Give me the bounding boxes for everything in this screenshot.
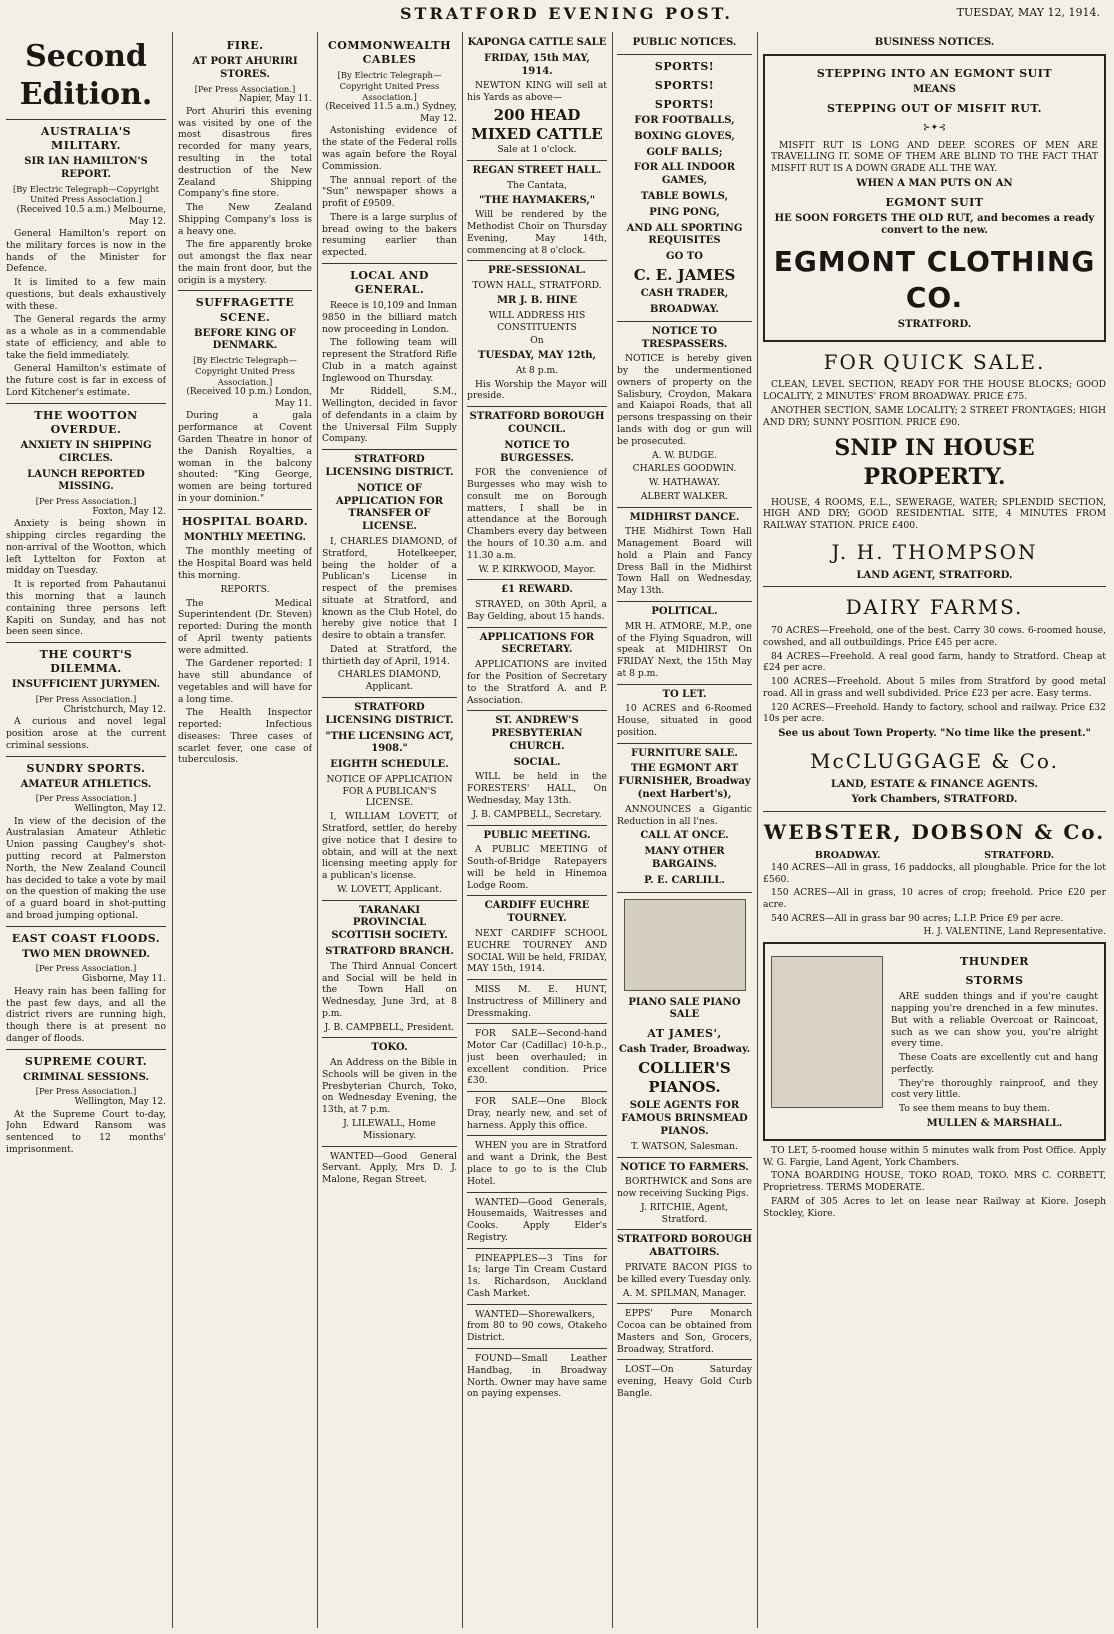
article-credit: [By Electric Telegraph—Copyright United Press Association.] bbox=[337, 70, 442, 102]
notice-signature: J. RITCHIE, Agent, Stratford. bbox=[640, 1201, 729, 1225]
article-dateline: Foxton, May 12. bbox=[92, 506, 166, 517]
farm-listing: 150 ACRES—All in grass, 10 acres of crop; freehold. Price £20 per acre. bbox=[763, 887, 1106, 911]
egmont-body: MISFIT RUT IS LONG AND DEEP. SCORES OF MEN ARE TRAVELLING IT. SOME OF THEM ARE BLIND TO THE FACT THAT MISFIT RUT IS A DOWN GRADE ALL THE WAY. bbox=[771, 139, 1098, 175]
notice-highlight: 200 HEAD MIXED CATTLE bbox=[471, 105, 603, 144]
notice-subtitle: EIGHTH SCHEDULE. bbox=[330, 759, 449, 771]
notice-line: WILL ADDRESS HIS CONSTITUENTS bbox=[488, 309, 586, 333]
sports-heading: SPORTS! bbox=[654, 97, 715, 111]
notice-signature: W. LOVETT, Applicant. bbox=[337, 883, 442, 895]
classified-ad: TO LET, 5-roomed house within 5 minutes walk from Post Office. Apply W. G. Fargie, Land Agent, York Chambers. bbox=[763, 1144, 1106, 1168]
article-subtitle: CRIMINAL SESSIONS. bbox=[22, 1071, 150, 1083]
article-paragraph: It is reported from Pahautanui this morning that a launch containing three persons left Kapiti on Sunday, and has not been seen since. bbox=[6, 579, 166, 638]
article-title: SUNDRY SPORTS. bbox=[26, 761, 146, 775]
column-3 bbox=[322, 34, 457, 1626]
agent-name: McCLUGGAGE & Co. bbox=[810, 748, 1059, 773]
notice-paragraph: Sale at 1 o'clock. bbox=[497, 144, 577, 156]
notice-signature: W. P. KIRKWOOD, Mayor. bbox=[478, 563, 596, 575]
article-subtitle: SIR IAN HAMILTON'S REPORT. bbox=[24, 155, 148, 180]
ad-title: DAIRY FARMS. bbox=[845, 595, 1024, 620]
ad-note: See us about Town Property. "No time like the present." bbox=[778, 728, 1091, 740]
notice-highlight: "THE HAYMAKERS," bbox=[478, 194, 596, 206]
article-paragraph: Reece is 10,109 and Inman 9850 in the billiard match now proceeding in London. bbox=[322, 300, 457, 335]
thunder-advert bbox=[763, 942, 1106, 1141]
classified-ad: FOR SALE—One Block Dray, nearly new, and set of harness. Apply this office. bbox=[467, 1096, 607, 1131]
notice-subtitle: "THE LICENSING ACT, 1908." bbox=[325, 730, 454, 755]
agent-location: BROADWAY. bbox=[814, 849, 881, 861]
article-title: HOSPITAL BOARD. bbox=[181, 514, 309, 528]
notice-title: PUBLIC MEETING. bbox=[483, 829, 591, 841]
agent-locations bbox=[763, 850, 1106, 862]
farm-listing: 140 ACRES—All in grass, 16 paddocks, all ploughable. Price for the lot £560. bbox=[763, 861, 1106, 885]
egmont-line: EGMONT SUIT bbox=[885, 195, 984, 209]
farm-listing: 540 ACRES—All in grass bar 90 acres; L.I.P. Price £9 per acre. bbox=[771, 912, 1064, 924]
classified-ad: TONA BOARDING HOUSE, TOKO ROAD, TOKO. MRS C. CORBETT, Proprietress. TERMS MODERATE. bbox=[763, 1170, 1106, 1194]
sports-heading: SPORTS! bbox=[654, 59, 715, 73]
article-credit: [Per Press Association.] bbox=[35, 1086, 137, 1097]
article-credit: [By Electric Telegraph—Copyright United Press Association.] bbox=[193, 355, 297, 387]
thunder-signature: MULLEN & MARSHALL. bbox=[926, 1118, 1063, 1129]
notice-title: MIDHIRST DANCE. bbox=[629, 511, 740, 523]
notice-title: TO LET. bbox=[662, 688, 707, 700]
notice-line: His Worship the Mayor will preside. bbox=[467, 378, 607, 402]
notice-title: STRATFORD LICENSING DISTRICT. bbox=[325, 701, 454, 726]
agent-name: WEBSTER, DOBSON & Co. bbox=[763, 820, 1106, 845]
notice-line: On bbox=[530, 335, 544, 347]
article-dateline: (Received 11.5 a.m.) Sydney, May 12. bbox=[325, 102, 457, 124]
notice-title: NOTICE TO TRESPASSERS. bbox=[641, 325, 728, 350]
article-title: AUSTRALIA'S MILITARY. bbox=[40, 124, 132, 152]
article-title: COMMONWEALTH CABLES bbox=[327, 39, 451, 67]
classified-ad: WANTED—Good Generals, Housemaids, Waitresses and Cooks. Apply Elder's Registry. bbox=[467, 1196, 607, 1243]
article-credit: [Per Press Association.] bbox=[35, 963, 137, 974]
article-dateline: (Received 10 p.m.) London, May 11. bbox=[186, 387, 312, 409]
classified-ad: EPPS' Pure Monarch Cocoa can be obtained from Masters and Son, Grocers, Broadway, Stratford. bbox=[617, 1308, 752, 1355]
notice-signature: W. HATHAWAY. bbox=[648, 477, 721, 489]
piano-salesman: T. WATSON, Salesman. bbox=[631, 1140, 738, 1152]
sports-item: PING PONG, bbox=[649, 206, 720, 218]
piano-agents: SOLE AGENTS FOR FAMOUS BRINSMEAD PIANOS. bbox=[621, 1100, 748, 1138]
article-title: THE WOOTTON OVERDUE. bbox=[34, 408, 138, 436]
notice-paragraph: THE Midhirst Town Hall Management Board will hold a Plain and Fancy Dress Ball in the Midhirst Town Hall on Wednesday, May 13th. bbox=[617, 526, 752, 597]
thunder-subtitle: STORMS bbox=[965, 974, 1024, 988]
article-title: FIRE. bbox=[226, 39, 264, 52]
section-header: BUSINESS NOTICES. bbox=[874, 37, 995, 48]
article-paragraph: There is a large surplus of bread owing to the bakers resuming earlier than expected. bbox=[322, 211, 457, 259]
article-paragraph: The Gardener reported: I have still abundance of vegetables and will have for a long time. bbox=[178, 658, 312, 705]
egmont-line: HE SOON FORGETS THE OLD RUT, and becomes a ready convert to the new. bbox=[774, 212, 1095, 237]
article-subtitle: AT PORT AHURIRI STORES. bbox=[192, 56, 298, 80]
column-rule bbox=[757, 32, 758, 1628]
agent-address: York Chambers, STRATFORD. bbox=[851, 794, 1018, 806]
article-paragraph: General Hamilton's estimate of the future cost is far in excess of Lord Kitchener's estimate. bbox=[6, 363, 166, 399]
section-header: PUBLIC NOTICES. bbox=[632, 37, 737, 48]
notice-signature: CHARLES GOODWIN. bbox=[632, 463, 737, 475]
article-credit: [By Electric Telegraph—Copyright United Press Association.] bbox=[12, 183, 159, 205]
thunder-body: To see them means to buy them. bbox=[899, 1103, 1050, 1115]
notice-subtitle: SOCIAL. bbox=[513, 756, 561, 768]
notice-subtitle: NOTICE OF APPLICATION FOR TRANSFER OF LICENSE. bbox=[335, 482, 444, 533]
notice-paragraph: The Third Annual Concert and Social will be held in the Town Hall on Wednesday, June 3rd, at 8 p.m. bbox=[322, 960, 457, 1019]
article-paragraph: Astonishing evidence of the state of the Federal rolls was again before the Royal Commission. bbox=[322, 125, 457, 172]
article-title: EAST COAST FLOODS. bbox=[11, 931, 161, 945]
thunder-title: THUNDER bbox=[960, 955, 1029, 969]
notice-title: CARDIFF EUCHRE TOURNEY. bbox=[484, 900, 590, 925]
article-subtitle: LAUNCH REPORTED MISSING. bbox=[27, 468, 145, 493]
notice-paragraph: I, CHARLES DIAMOND, of Stratford, Hotelkeeper, being the holder of a Publican's License in respect of the premises situate at Stratford, and known as the Club Hotel, do hereby give notice that I desire to obtain a transfer. bbox=[322, 535, 457, 642]
notice-signature: CHARLES DIAMOND, Applicant. bbox=[337, 669, 442, 693]
trader-line: BROADWAY. bbox=[649, 303, 720, 315]
egmont-advert bbox=[763, 54, 1106, 342]
ad-title: SNIP IN HOUSE PROPERTY. bbox=[834, 435, 1035, 490]
piano-illustration bbox=[624, 899, 746, 991]
notice-paragraph: WILL be held in the FORESTERS' HALL, On Wednesday, May 13th. bbox=[467, 771, 607, 807]
article-paragraph: Heavy rain has been falling for the past few days, and all the district rivers are running high, though there is at present no danger of floods. bbox=[6, 985, 166, 1044]
notice-title: STRATFORD LICENSING DISTRICT. bbox=[325, 454, 454, 478]
notice-subtitle: THE EGMONT ART FURNISHER, Broadway (next Harbert's), bbox=[618, 763, 751, 801]
sports-heading: SPORTS! bbox=[654, 78, 715, 92]
notice-subtitle: STRATFORD BRANCH. bbox=[325, 945, 454, 957]
ad-title: FOR QUICK SALE. bbox=[823, 349, 1046, 374]
sports-item: GOLF BALLS; bbox=[646, 146, 723, 158]
agent-role: LAND AGENT, STRATFORD. bbox=[856, 569, 1013, 581]
sports-item: AND ALL SPORTING REQUISITES bbox=[626, 222, 743, 247]
notice-title: APPLICATIONS FOR SECRETARY. bbox=[479, 631, 595, 656]
classified-ad: MISS M. E. HUNT, Instructress of Millinery and Dressmaking. bbox=[467, 984, 607, 1019]
column-rule bbox=[172, 32, 173, 1628]
egmont-line: MEANS bbox=[913, 83, 956, 95]
article-subtitle: AMATEUR ATHLETICS. bbox=[20, 778, 152, 790]
article-paragraph: The Medical Superintendent (Dr. Steven) reported: During the month of April twenty patients were admitted. bbox=[178, 597, 312, 656]
thunder-body: They're thoroughly rainproof, and they cost very little. bbox=[891, 1077, 1098, 1101]
article-credit: [Per Press Association.] bbox=[35, 694, 137, 704]
edition-heading: Second Edition. bbox=[19, 39, 153, 113]
notice-signature: J. B. CAMPBELL, Secretary. bbox=[472, 808, 602, 820]
sports-item: TABLE BOWLS, bbox=[640, 191, 729, 203]
notice-line: MR J. B. HINE bbox=[496, 295, 578, 307]
article-credit: [Per Press Association.] bbox=[35, 496, 137, 507]
trader-line: CASH TRADER, bbox=[640, 288, 729, 300]
article-dateline: Napier, May 11. bbox=[238, 94, 312, 105]
notice-line: TUESDAY, MAY 12th, bbox=[478, 350, 596, 362]
ad-paragraph: HOUSE, 4 ROOMS, E.L., SEWERAGE, WATER; SPLENDID SECTION, HIGH AND DRY; GOOD RESIDENTIAL SITE, 4 MINUTES FROM RAILWAY STATION. PRICE £400. bbox=[763, 496, 1106, 532]
classified-ad: LOST—On Saturday evening, Heavy Gold Curb Bangle. bbox=[617, 1364, 752, 1399]
column-4 bbox=[467, 34, 607, 1626]
notice-title: NOTICE TO FARMERS. bbox=[620, 1161, 749, 1173]
article-paragraph: The following team will represent the Stratford Rifle Club in a match against Inglewood on Thursday. bbox=[322, 337, 457, 384]
article-paragraph: The fire apparently broke out amongst the flax near the main front door, but the origin is a mystery. bbox=[178, 239, 312, 286]
farm-listing: 120 ACRES—Freehold. Handy to factory, school and railway. Price £32 10s per acre. bbox=[763, 701, 1106, 725]
thunder-body: ARE sudden things and if you're caught napping you're drenched in a few minutes. But with a reliable Overcoat or Raincoat, such as we can show you, you're alright every time. bbox=[891, 991, 1098, 1050]
farm-listing: 84 ACRES—Freehold. A real good farm, handy to Stratford. Cheap at £24 per acre. bbox=[763, 650, 1106, 674]
article-paragraph: General Hamilton's report on the military forces is now in the hands of the Minister for Defence. bbox=[6, 228, 166, 275]
notice-title: POLITICAL. bbox=[651, 605, 718, 617]
notice-title: TARANAKI PROVINCIAL SCOTTISH SOCIETY. bbox=[331, 904, 448, 942]
notice-title: STRATFORD BOROUGH COUNCIL. bbox=[469, 411, 605, 436]
notice-line: MANY OTHER BARGAINS. bbox=[644, 846, 725, 870]
article-paragraph: The monthly meeting of the Hospital Board was held this morning. bbox=[178, 546, 312, 581]
column-rule bbox=[462, 32, 463, 1628]
article-paragraph: REPORTS. bbox=[220, 583, 270, 595]
article-credit: [Per Press Association.] bbox=[35, 793, 137, 804]
notice-signature: ALBERT WALKER. bbox=[640, 490, 729, 502]
notice-title: KAPONGA CATTLE SALE bbox=[467, 37, 607, 48]
article-dateline: Wellington, May 12. bbox=[74, 804, 166, 815]
ad-paragraph: CLEAN, LEVEL SECTION, READY FOR THE HOUSE BLOCKS; GOOD LOCALITY, 2 MINUTES' FROM BROADWAY. PRICE £75. bbox=[763, 379, 1106, 403]
notice-paragraph: 10 ACRES and 6-Roomed House, situated in good position. bbox=[617, 703, 752, 738]
thunder-text bbox=[891, 950, 1098, 1133]
article-paragraph: Anxiety is being shown in shipping circles regarding the non-arrival of the Wootton, which left Lyttelton for Foxton at midday on Tuesday. bbox=[6, 518, 166, 577]
sports-item: GO TO bbox=[666, 251, 703, 263]
article-subtitle: TWO MEN DROWNED. bbox=[22, 948, 150, 960]
ornament-divider-icon: ⊱✦⊰ bbox=[922, 121, 947, 133]
thunder-body: These Coats are excellently cut and hang perfectly. bbox=[891, 1052, 1098, 1075]
farm-listing: 70 ACRES—Freehold, one of the best. Carry 30 cows. 6-roomed house, cowshed, and all outbuildings. Price £45 per acre. bbox=[763, 624, 1106, 648]
piano-at: AT JAMES', bbox=[647, 1027, 722, 1041]
notice-line: CALL AT ONCE. bbox=[640, 830, 729, 842]
agent-name: J. H. THOMPSON bbox=[831, 540, 1038, 564]
sports-item: FOR ALL INDOOR GAMES, bbox=[633, 162, 736, 187]
column-6 bbox=[763, 34, 1106, 1626]
notice-line: TOWN HALL, STRATFORD. bbox=[472, 280, 602, 292]
article-paragraph: The New Zealand Shipping Company's loss is a heavy one. bbox=[178, 202, 312, 237]
notice-subtitle: NOTICE TO BURGESSES. bbox=[500, 439, 574, 464]
notice-paragraph: A PUBLIC MEETING of South-of-Bridge Ratepayers will be held in Hinemoa Lodge Room. bbox=[467, 844, 607, 891]
article-title: SUPREME COURT. bbox=[24, 1054, 148, 1068]
notice-signature: P. E. CARLILL. bbox=[644, 874, 725, 886]
notice-paragraph: I, WILLIAM LOVETT, of Stratford, settler, do hereby give notice that I desire to obtain, and will at the next licensing meeting apply for a publican's license. bbox=[322, 811, 457, 882]
column-rule bbox=[612, 32, 613, 1628]
notice-signature: J. LILEWALL, Home Missionary. bbox=[343, 1117, 436, 1141]
classified-ad: WANTED—Good General Servant. Apply, Mrs D. J. Malone, Regan Street. bbox=[322, 1150, 457, 1186]
article-subtitle: BEFORE KING OF DENMARK. bbox=[194, 327, 296, 352]
article-dateline: Wellington, May 12. bbox=[74, 1097, 166, 1108]
egmont-line: WHEN A MAN PUTS ON AN bbox=[856, 177, 1013, 189]
egmont-line: STEPPING OUT OF MISFIT RUT. bbox=[827, 101, 1042, 115]
notice-paragraph: NEXT CARDIFF SCHOOL EUCHRE TOURNEY AND SOCIAL Will be held, FRIDAY, MAY 15th, 1914. bbox=[467, 928, 607, 975]
notice-title: STRATFORD BOROUGH ABATTOIRS. bbox=[617, 1234, 752, 1259]
classified-ad: FOR SALE—Second-hand Motor Car (Cadillac) 10-h.p., just been overhauled; in excellent condition. Price £30. bbox=[467, 1028, 607, 1087]
article-subtitle: MONTHLY MEETING. bbox=[183, 531, 307, 543]
article-paragraph: During a gala performance at Covent Garden Theatre in honor of the Danish Royalties, a woman in the balcony shouted: "King George, women are being tortured in your dominion." bbox=[178, 410, 312, 504]
notice-signature: A. M. SPILMAN, Manager. bbox=[622, 1287, 747, 1299]
article-paragraph: In view of the decision of the Australasian Amateur Athletic Union passing Caughey's shot-putting record at Palmerston North, the New Zealand Council has decided to take a vote by mail on the question of making the use of a guard board in shot-putting and broad jumping optional. bbox=[6, 815, 166, 921]
notice-paragraph: Dated at Stratford, the thirtieth day of April, 1914. bbox=[322, 643, 457, 667]
notice-title: TOKO. bbox=[371, 1042, 408, 1054]
masthead bbox=[0, 0, 1114, 26]
notice-paragraph: NEWTON KING will sell at his Yards as above— bbox=[467, 80, 607, 104]
piano-brand: COLLIER'S PIANOS. bbox=[638, 1059, 731, 1097]
notice-paragraph: PRIVATE BACON PIGS to be killed every Tuesday only. bbox=[617, 1262, 752, 1285]
sports-item: BOXING GLOVES, bbox=[634, 130, 735, 142]
classified-ad: FARM of 305 Acres to let on lease near Railway at Kiore. Joseph Stockley, Kiore. bbox=[763, 1195, 1106, 1219]
egmont-town: STRATFORD. bbox=[897, 318, 972, 330]
article-paragraph: At the Supreme Court to-day, John Edward Ransom was sentenced to 12 months' imprisonment. bbox=[6, 1108, 166, 1155]
column-2 bbox=[178, 34, 312, 1626]
article-title: LOCAL AND GENERAL. bbox=[350, 268, 429, 296]
article-paragraph: The annual report of the "Sun" newspaper shows a profit of £9509. bbox=[322, 174, 457, 210]
classified-ad: PINEAPPLES—3 Tins for 1s; large Tin Cream Custard 1s. Richardson, Auckland Cash Market. bbox=[467, 1252, 607, 1299]
article-subtitle: INSUFFICIENT JURYMEN. bbox=[11, 679, 161, 691]
masthead-date: TUESDAY, MAY 12, 1914. bbox=[956, 6, 1100, 19]
column-1 bbox=[6, 34, 166, 1626]
notice-paragraph: The Cantata, bbox=[506, 179, 568, 191]
notice-date: FRIDAY, 15th MAY, 1914. bbox=[484, 52, 590, 77]
article-paragraph: The Health Inspector reported: Infectious diseases: Three cases of scarlet fever, one case of tuberculosis. bbox=[178, 707, 312, 766]
column-rule bbox=[317, 32, 318, 1628]
notice-signature: J. B. CAMPBELL, President. bbox=[324, 1021, 455, 1033]
article-dateline: Gisborne, May 11. bbox=[82, 974, 166, 985]
notice-paragraph: APPLICATIONS are invited for the Position of Secretary to the Stratford A. and P. Association. bbox=[467, 659, 607, 706]
notice-signature: A. W. BUDGE. bbox=[652, 449, 717, 461]
article-dateline: Christchurch, May 12. bbox=[63, 704, 166, 715]
piano-trader: Cash Trader, Broadway. bbox=[618, 1044, 751, 1056]
classified-ad: WHEN you are in Stratford and want a Drink, the Best place to go to is the Club Hotel. bbox=[467, 1140, 607, 1187]
notice-title: FURNITURE SALE. bbox=[631, 747, 738, 759]
agent-role: LAND, ESTATE & FINANCE AGENTS. bbox=[831, 778, 1038, 790]
notice-paragraph: MR H. ATMORE, M.P., one of the Flying Squadron, will speak at MIDHIRST On FRIDAY Next, the 15th May at 8 p.m. bbox=[617, 620, 752, 679]
notice-paragraph: STRAYED, on 30th April, a Bay Gelding, about 15 hands. bbox=[467, 599, 607, 622]
notice-paragraph: NOTICE OF APPLICATION FOR A PUBLICAN'S LICENSE. bbox=[326, 773, 453, 809]
column-5 bbox=[617, 34, 752, 1626]
article-dateline: (Received 10.5 a.m.) Melbourne, May 12. bbox=[16, 205, 166, 227]
notice-paragraph: NOTICE is hereby given by the undermentioned owners of property on the Salisbury, Croydon, Makara and Kaiapoi Roads, that all persons trespassing on their lands with dog or gun will be prosecuted. bbox=[617, 353, 752, 447]
coat-illustration bbox=[771, 956, 883, 1108]
masthead-title: STRATFORD EVENING POST. bbox=[400, 4, 733, 23]
notice-line: At 8 p.m. bbox=[515, 364, 559, 376]
ad-paragraph: ANOTHER SECTION, SAME LOCALITY; 2 STREET FRONTAGES; HIGH AND DRY; SUNNY POSITION. PRICE £90. bbox=[763, 404, 1106, 428]
egmont-line: STEPPING INTO AN EGMONT SUIT bbox=[816, 66, 1053, 80]
article-paragraph: A curious and novel legal position arose at the current criminal sessions. bbox=[6, 716, 166, 751]
agent-location: STRATFORD. bbox=[984, 849, 1055, 861]
article-paragraph: Port Ahuriri this evening was visited by one of the most disastrous fires recorded for many years, resulting in the total destruction of the New Zealand Shipping Company's fine store. bbox=[178, 105, 312, 200]
notice-title: ST. ANDREW'S PRESBYTERIAN CHURCH. bbox=[491, 715, 583, 752]
egmont-brand: EGMONT CLOTHING CO. bbox=[773, 245, 1096, 315]
farm-listing: 100 ACRES—Freehold. About 5 miles from Stratford by good metal road. All in grass and well subdivided. Price £23 per acre. Easy terms. bbox=[763, 676, 1106, 699]
article-credit: [Per Press Association.] bbox=[194, 83, 296, 94]
notice-paragraph: Will be rendered by the Methodist Choir on Thursday Evening, May 14th, commencing at 8 o'clock. bbox=[467, 209, 607, 256]
article-title: THE COURT'S DILEMMA. bbox=[39, 648, 133, 676]
notice-paragraph: BORTHWICK and Sons are now receiving Sucking Pigs. bbox=[617, 1176, 752, 1200]
notice-title: £1 REWARD. bbox=[501, 584, 573, 596]
article-paragraph: The General regards the army as a whole as in a commendable state of efficiency, and able to take the field immediately. bbox=[6, 314, 166, 361]
piano-sale-banner: PIANO SALE PIANO SALE bbox=[628, 996, 741, 1021]
notice-paragraph: An Address on the Bible in Schools will be given in the Presbyterian Church, Toko, on Wednesday Evening, the 13th, at 7 p.m. bbox=[322, 1057, 457, 1116]
notice-title: REGAN STREET HALL. bbox=[472, 165, 602, 177]
notice-paragraph: ANNOUNCES a Gigantic Reduction in all l'nes. bbox=[617, 803, 752, 827]
article-title: SUFFRAGETTE SCENE. bbox=[195, 296, 295, 324]
article-subtitle: ANXIETY IN SHIPPING CIRCLES. bbox=[20, 439, 152, 464]
sports-item: FOR FOOTBALLS, bbox=[634, 115, 735, 127]
trader-name: C. E. JAMES bbox=[633, 266, 736, 284]
classified-ad: WANTED—Shorewalkers, from 80 to 90 cows, Otakeho District. bbox=[467, 1308, 607, 1344]
notice-paragraph: FOR the convenience of Burgesses who may wish to consult me on Borough matters, I shall be in attendance at the Borough Chambers every day between the hours of 10.30 a.m. and 11.30 a.m. bbox=[467, 467, 607, 561]
classified-ad: FOUND—Small Leather Handbag, in Broadway North. Owner may have same on paying expenses. bbox=[467, 1352, 607, 1400]
agent-signature: H. J. VALENTINE, Land Representative. bbox=[923, 926, 1106, 937]
notice-title: PRE-SESSIONAL. bbox=[488, 265, 586, 277]
article-paragraph: Mr Riddell, S.M., Wellington, decided in favor of defendants in a claim by the Universal Film Supply Company. bbox=[322, 386, 457, 445]
article-paragraph: It is limited to a few main questions, but deals exhaustively with these. bbox=[6, 277, 166, 312]
